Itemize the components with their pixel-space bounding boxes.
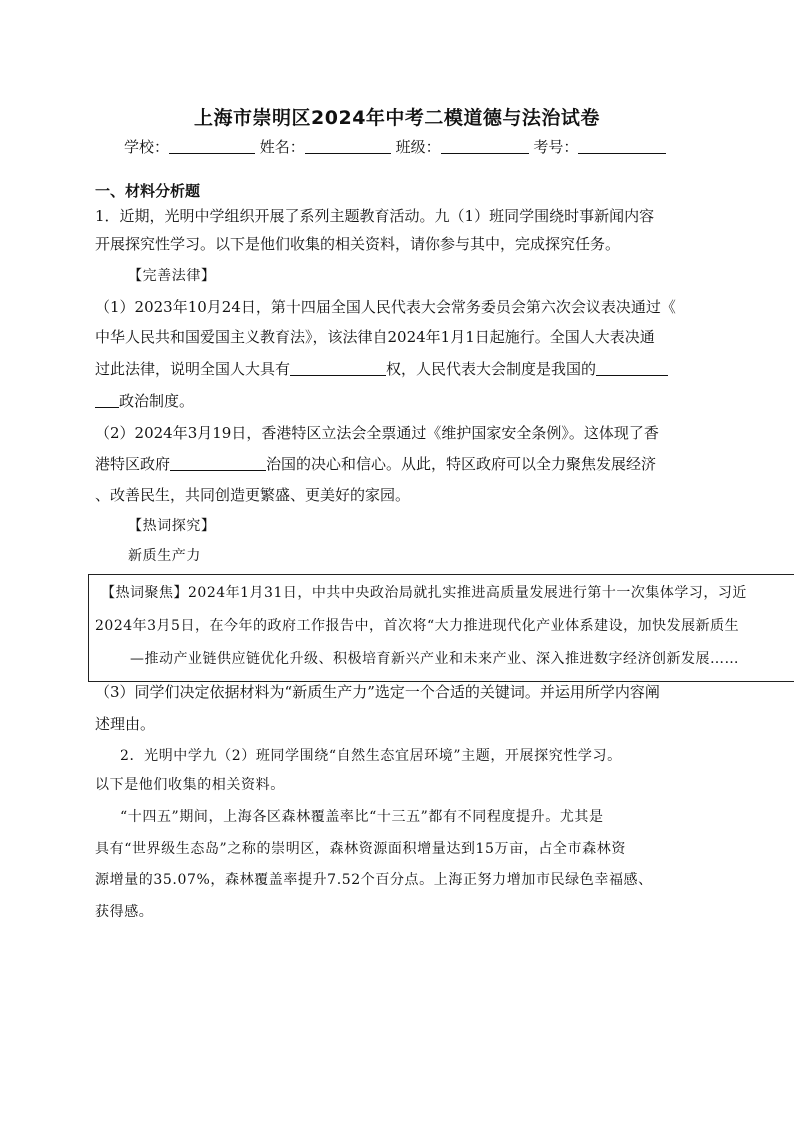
hot-word-focus-box	[88, 574, 794, 682]
q1-part1-text-c: 政治制度。	[119, 392, 195, 410]
exam-number-blank[interactable]	[578, 138, 666, 154]
q1-part3-line-1: （3）同学们决定依据材料为“新质生产力”选定一个合适的关键词。并运用所学内容阐	[95, 683, 660, 701]
q1-part2-text-a: 港特区政府	[95, 455, 171, 473]
school-label: 学校：	[124, 138, 170, 156]
q1-part1-line-4	[95, 391, 194, 411]
q1-part1-line-2: 中华人民共和国爱国主义教育法》，该法律自2024年1月1日起施行。全国人大表决通	[95, 328, 655, 346]
box-line-1: 【热词聚焦】2024年1月31日，中共中央政治局就扎实推进高质量发展进行第十一次集体学习，习近	[101, 585, 747, 601]
q1-part2-line-1: （2）2024年3月19日，香港特区立法会全票通过《维护国家安全条例》。这体现了香	[95, 424, 659, 442]
q1-intro-line-1: 1．近期，光明中学组织开展了系列主题教育活动。九（1）班同学围绕时事新闻内容	[95, 207, 655, 225]
hot-word: 新质生产力	[128, 548, 201, 564]
q1-part1-text-a: 过此法律，说明全国人大具有	[95, 360, 291, 378]
q1-part2-text-b: 治国的决心和信心。从此，特区政府可以全力聚焦发展经济	[266, 455, 657, 473]
q2-intro-line-2: 以下是他们收集的相关资料。	[95, 777, 285, 793]
class-label: 班级：	[395, 138, 441, 156]
box-line-3: —推动产业链供应链优化升级、积极培育新兴产业和未来产业、深入推进数字经济创新发展……	[130, 651, 739, 667]
law-heading: 【完善法律】	[128, 268, 216, 284]
answer-blank-2b[interactable]	[95, 392, 119, 408]
q1-part3-line-2: 述理由。	[95, 715, 156, 733]
hot-word-heading: 【热词探究】	[128, 518, 216, 534]
answer-blank-1[interactable]	[290, 360, 386, 376]
q1-part2-line-3: 、改善民生，共同创造更繁盛、更美好的家园。	[95, 486, 411, 504]
answer-blank-3[interactable]	[170, 455, 266, 471]
school-blank[interactable]	[169, 138, 255, 154]
q2-material-line-4: 获得感。	[95, 904, 154, 920]
section-heading: 一、材料分析题	[95, 182, 201, 200]
class-blank[interactable]	[441, 138, 529, 154]
q1-part2-line-2	[95, 454, 656, 474]
exam-title: 上海市崇明区2024年中考二模道德与法治试卷	[194, 107, 600, 129]
name-label: 姓名：	[259, 138, 305, 156]
student-info-line	[124, 136, 666, 157]
q2-material-line-1: “十四五”期间，上海各区森林覆盖率比“十三五”都有不同程度提升。尤其是	[120, 809, 604, 825]
q2-intro-line-1: 2．光明中学九（2）班同学围绕“自然生态宜居环境”主题，开展探究性学习。	[120, 748, 622, 764]
q1-part1-line-3	[95, 359, 668, 379]
box-line-2: 2024年3月5日，在今年的政府工作报告中，首次将“大力推进现代化产业体系建设，加快发展新质生	[95, 618, 740, 634]
name-blank[interactable]	[305, 138, 391, 154]
q1-part1-line-1: （1）2023年10月24日，第十四届全国人民代表大会常务委员会第六次会议表决通过《	[95, 298, 676, 316]
q2-material-line-2: 具有“世界级生态岛”之称的崇明区，森林资源面积增量达到15万亩，占全市森林资	[95, 841, 626, 857]
q1-part1-text-b: 权，人民代表大会制度是我国的	[386, 360, 597, 378]
exam-number-label: 考号：	[533, 138, 579, 156]
q2-material-line-3: 源增量的35.07%，森林覆盖率提升7.52个百分点。上海正努力增加市民绿色幸福感、	[95, 872, 653, 888]
q1-intro-line-2: 开展探究性学习。以下是他们收集的相关资料，请你参与其中，完成探究任务。	[95, 235, 621, 253]
answer-blank-2a[interactable]	[596, 360, 668, 376]
